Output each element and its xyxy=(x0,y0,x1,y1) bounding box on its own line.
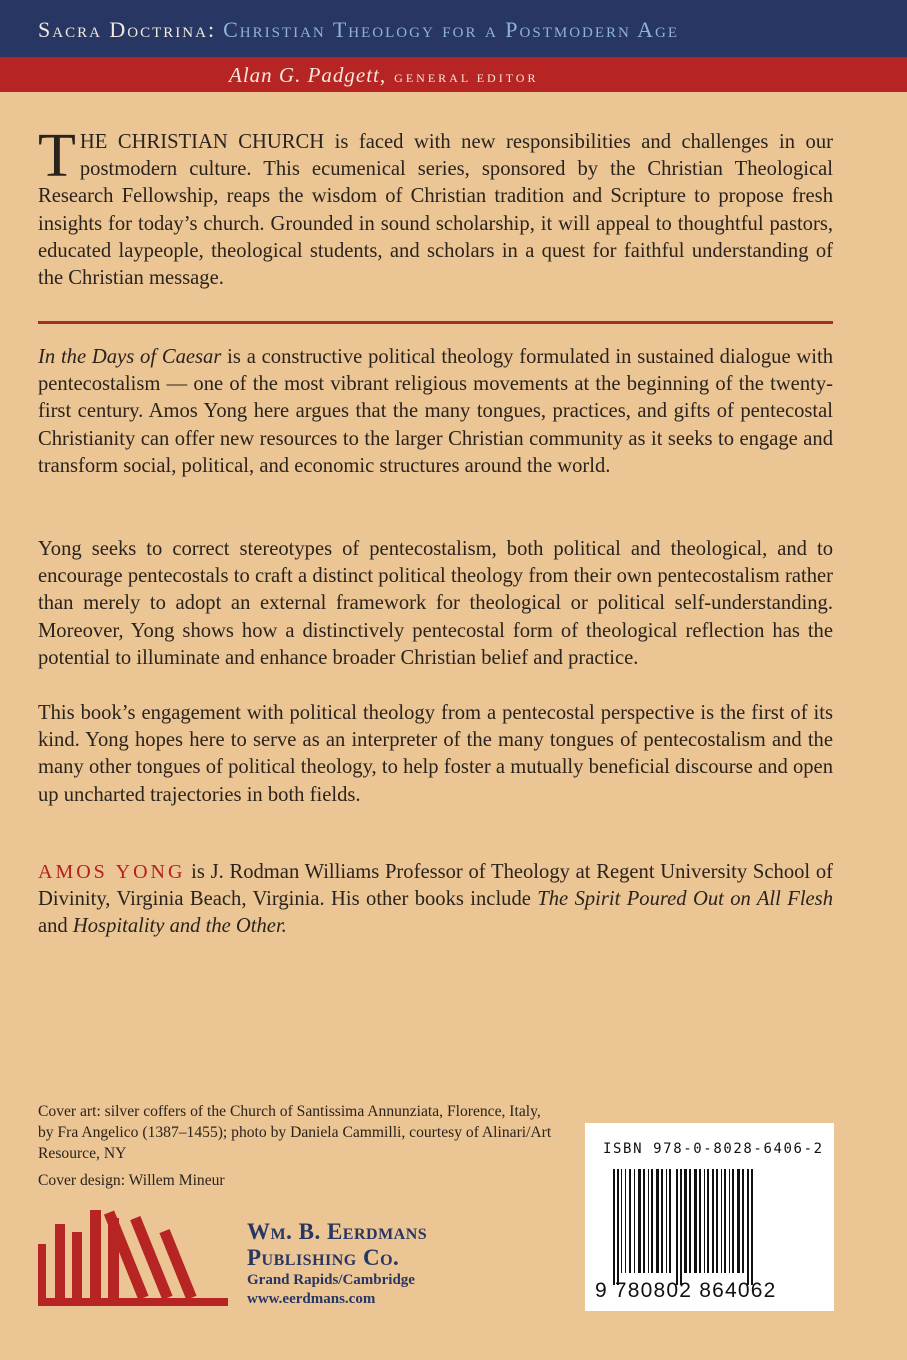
editor-name: Alan G. Padgett, xyxy=(229,63,387,87)
author-book-2: Hospitality and the Other. xyxy=(72,915,287,938)
publisher-name-line-2: Publishing Co. xyxy=(247,1245,400,1270)
author-name: AMOS YONG xyxy=(38,861,186,883)
book-description-text-1: is a constructive political theology formulated in sustained dialogue with pentecostalism — one of the most vibrant religious movements at the beginning of the twenty-first century. Amos Yong here argues that the many tongues, practices, and gifts of pentecostal Christianity can offer new resources to the larger Christian community as it seeks to engage and transform social, political, and economic structures around the world. xyxy=(38,346,834,477)
book-description-paragraph-1 xyxy=(38,344,833,480)
series-description xyxy=(38,122,833,292)
publisher-info xyxy=(247,1219,427,1309)
book-description-paragraph-3: This book’s engagement with political theology from a pentecostal perspective is the first of its kind. Yong hopes here to serve as an interpreter of the many tongues of pentecostalism and the many other tongues of political theology, to help foster a mutually beneficial discourse and open up uncharted trajectories in both fields. xyxy=(38,702,833,806)
publisher-url: www.eerdmans.com xyxy=(247,1291,376,1307)
author-bio-text-b: and xyxy=(38,915,73,938)
barcode-digits: 9 780802 864062 xyxy=(595,1279,777,1302)
book-description-paragraph-2: Yong seeks to correct stereotypes of pentecostalism, both political and theological, and to encourage pentecostals to craft a distinct political theology from their own pentecostalism rather than merely to adopt an external framework for theological or political self-understanding. Moreover, Yong shows how a distinctively pentecostal form of theological reflection has the potential to illuminate and enhance broader Christian belief and practice. xyxy=(38,538,833,669)
cover-design-credit: Cover design: Willem Mineur xyxy=(38,1172,225,1189)
section-divider xyxy=(38,321,833,324)
series-description-text: HE CHRISTIAN CHURCH is faced with new responsibilities and challenges in our postmodern culture. This ecumenical series, sponsored by the Christian Theological Research Fellowship, reaps the wisdom of Christian tradition and Scripture to propose fresh insights for today’s church. Grounded in sound scholarship, it will appeal to thoughtful pastors, educated laypeople, theological students, and scholars in a quest for faithful understanding of the Christian message. xyxy=(38,131,833,290)
book-title: In the Days of Caesar xyxy=(38,346,222,368)
publisher-books-logo-icon xyxy=(38,1200,228,1310)
publisher-name-line-1: Wm. B. Eerdmans xyxy=(247,1219,428,1244)
isbn-label: ISBN 978-0-8028-6406-2 xyxy=(603,1141,824,1157)
author-bio-text-a: is J. Rodman Williams Professor of Theology at Regent University School of Divinity, Virginia Beach, Virginia. His other books include xyxy=(38,861,834,911)
author-book-1: The Spirit Poured Out on All Flesh xyxy=(537,888,833,911)
drop-cap: T xyxy=(38,122,76,190)
series-name: Sacra Doctrina: xyxy=(38,17,217,42)
editor-role: GENERAL EDITOR xyxy=(394,71,539,85)
series-subtitle: Christian Theology for a Postmodern Age xyxy=(223,17,680,42)
series-title xyxy=(38,17,679,43)
publisher-city: Grand Rapids/Cambridge xyxy=(247,1272,415,1288)
author-bio xyxy=(38,859,833,941)
cover-art-credit: Cover art: silver coffers of the Church of Santissima Annunziata, Florence, Italy, by Fra Angelico (1387–1455); photo by Daniela Cammilli, courtesy of Alinari/Art Resource, NY xyxy=(38,1103,552,1162)
editor-credit xyxy=(229,63,538,88)
isbn-barcode xyxy=(585,1123,834,1311)
